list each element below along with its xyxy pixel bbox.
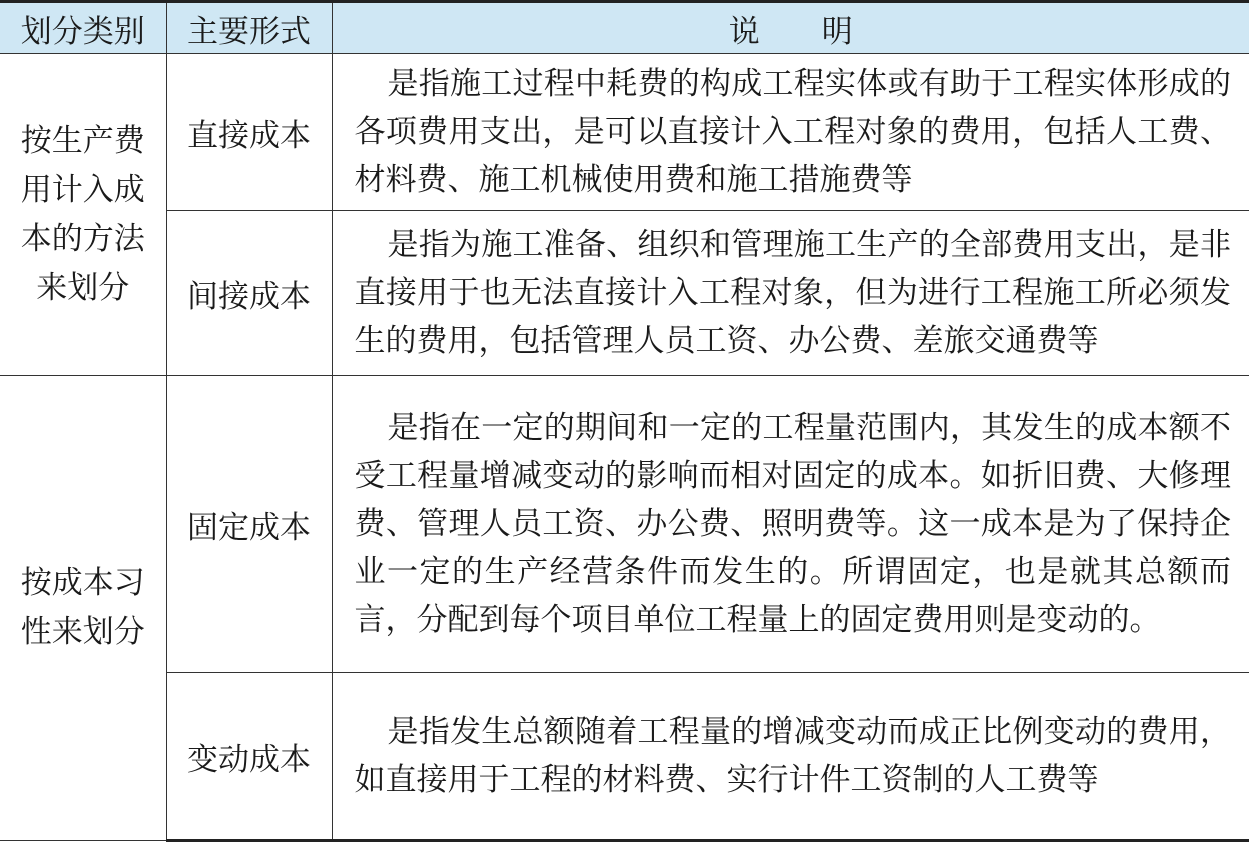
category-label: 按生产费用计入成本的方法来划分 xyxy=(20,122,145,306)
description-cell: 是指施工过程中耗费的构成工程实体或有助于工程实体形成的各项费用支出，是可以直接计入工程对象的费用，包括人工费、材料费、施工机械使用费和施工措施费等 xyxy=(332,54,1249,211)
header-category: 划分类别 xyxy=(0,2,166,54)
description-cell: 是指发生总额随着工程量的增减变动而成正比例变动的费用，如直接用于工程的材料费、实行计件工资制的人工费等 xyxy=(332,673,1249,841)
table-row xyxy=(0,211,1249,376)
category-cell xyxy=(0,54,166,376)
header-description: 说 明 xyxy=(332,2,1249,54)
description-cell: 是指在一定的期间和一定的工程量范围内，其发生的成本额不受工程量增减变动的影响而相对固定的成本。如折旧费、大修理费、管理人员工资、办公费、照明费等。这一成本是为了保持企业一定的生产经营条件而发生的。所谓固定，也是就其总额而言，分配到每个项目单位工程量上的固定费用则是变动的。 xyxy=(332,376,1249,673)
table-row xyxy=(0,376,1249,673)
table-header xyxy=(0,2,1249,54)
table-row xyxy=(0,673,1249,841)
description-cell: 是指为施工准备、组织和管理施工生产的全部费用支出，是非直接用于也无法直接计入工程对象，但为进行工程施工所必须发生的费用，包括管理人员工资、办公费、差旅交通费等 xyxy=(332,211,1249,376)
form-cell: 直接成本 xyxy=(166,54,332,211)
table-row xyxy=(0,54,1249,211)
header-form: 主要形式 xyxy=(166,2,332,54)
form-cell: 间接成本 xyxy=(166,211,332,376)
category-label: 按成本习性来划分 xyxy=(20,565,145,650)
form-cell: 变动成本 xyxy=(166,673,332,841)
header-row xyxy=(0,2,1249,54)
table-body xyxy=(0,54,1249,841)
form-cell: 固定成本 xyxy=(166,376,332,673)
category-cell xyxy=(0,376,166,841)
